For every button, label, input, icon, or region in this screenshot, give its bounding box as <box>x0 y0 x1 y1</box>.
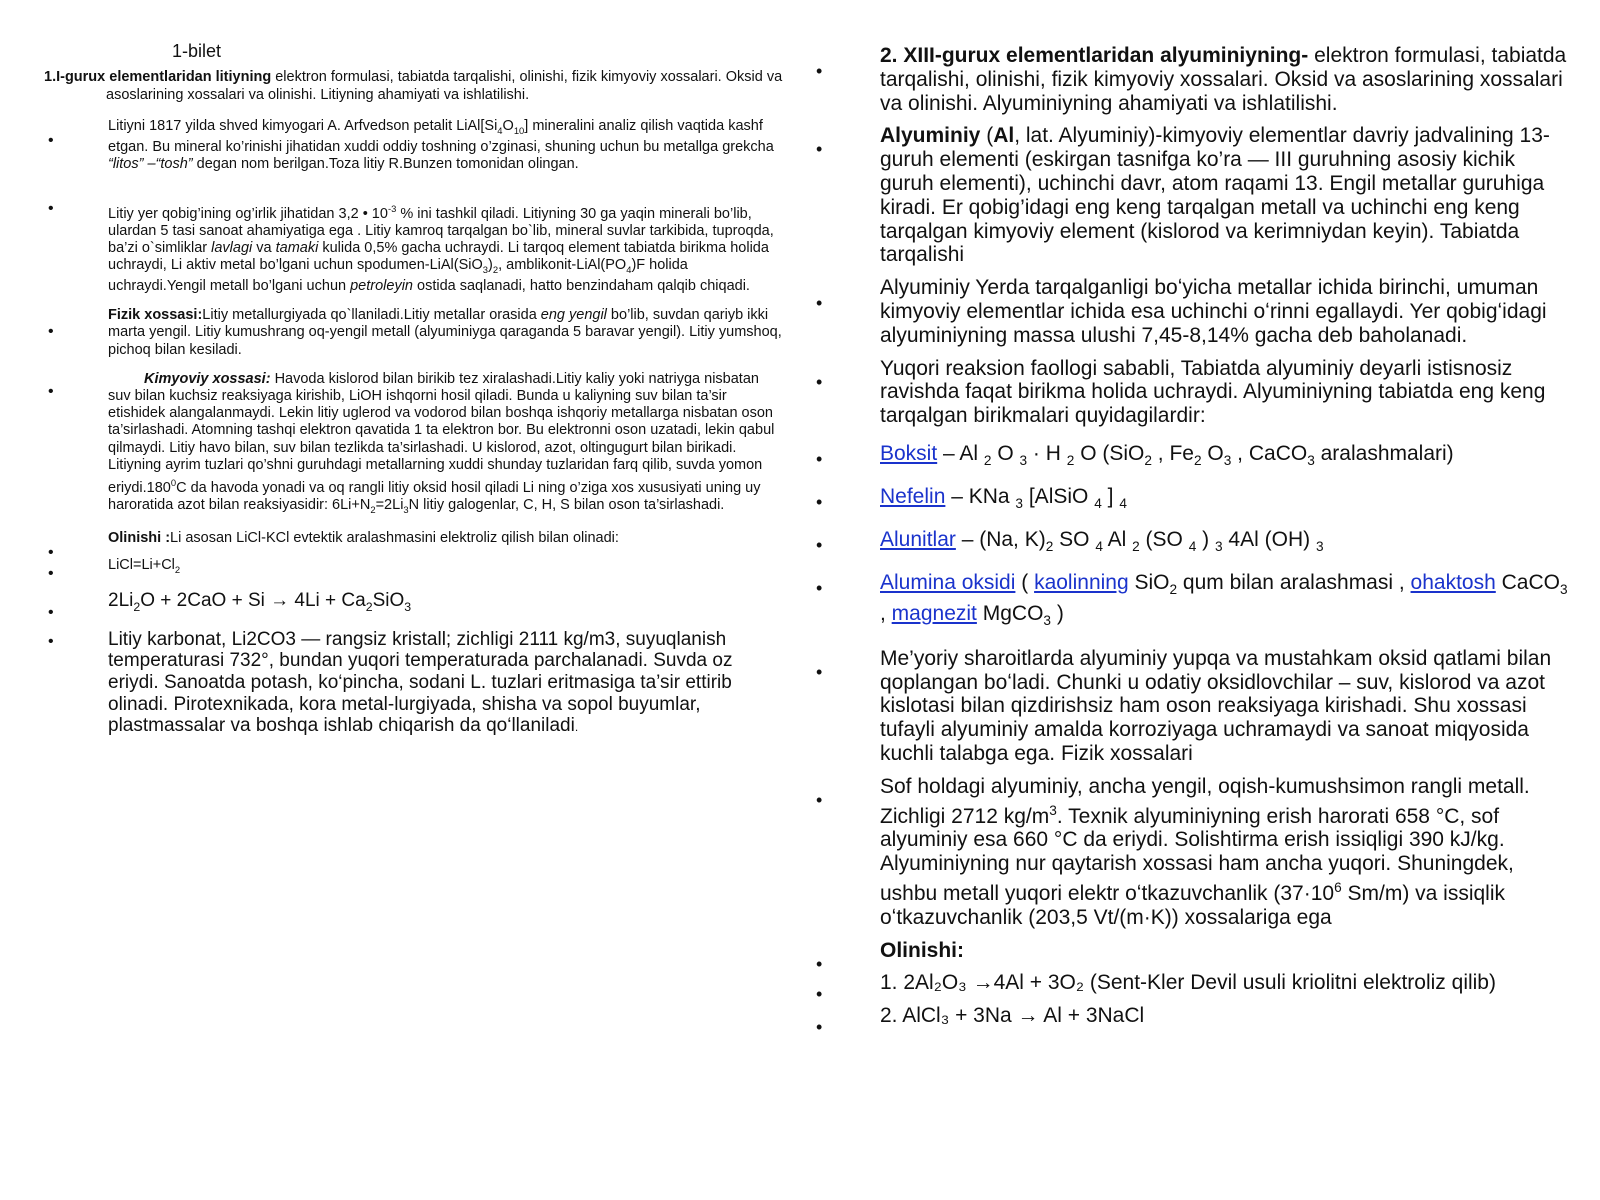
bullet: • <box>816 984 823 1005</box>
reaction-licl: • $LiCl=Li+Cl_2$ <box>48 557 181 583</box>
paragraph-chemical-properties: • Kimyoviy xossasi: Havoda kislorod bilan birikib tez xiralashadi.Litiy kaliy yoki natriyga nisbatan suv bilan kuchsiz reaksiyaga kirishib, LiOH ishqorni hosil qiladi. Bunda u kaliyning suv bilan ta’sir etishidek alangalanmaydi. Lekin litiy uglerod va vodorod bilan boshqa ishqoriy metallarga nisbatan oson ta’sirlashadi. Atomning tashqi elektron qavatida 1 ta elektron bor. Bu elektronni oson uzatadi, lekin qabul qilmaydi. Litiy havo bilan, suv bilan tezlikda ta’sirlashadi. U kislorod, azot, oltingugurt bilan birikadi. Litiyning ayrim tuzlari qo’shni guruhdagi metallarning xuddi shunday tuzlaridan farq qilib, suvda yomon eriydi.180$^0$C da havoda yonadi va oq rangli litiy oksid hosil qiladi Li ning o’ziga xos xususiyati uning uy haroratida azot bilan reaksiyasidir: $6Li+N_2=2Li_3N$ litiy galogenlar, C, H, S bilan oson ta’sirlashadi. <box>48 370 775 515</box>
question-2-heading: • 2. XIII-gurux elementlaridan alyuminiyning- elektron formulasi, tabiatda tarqalishi, olinishi, fizik kimyoviy xossalari. Oksid va asoslarining xossalari va olinishi. Alyuminiyning ahamiyati va ishlatilishi. <box>816 44 1567 115</box>
paragraph-oxide-layer: • Me’yoriy sharoitlarda alyuminiy yupqa va mustahkam oksid qatlami bilan qoplangan boʻladi. Chunki u odatiy oksidlovchilar – suv, kislorod va azot kislotasi bilan qizdirishsiz ham oson reaksiyaga kirishadi. Shu xossasi tufayli alyuminiy amalda korroziyaga uchramaydi va sanoat miqyosida kuchli talabga ega. Fizik xossalari <box>816 646 1552 766</box>
boksit-link[interactable]: Boksit <box>880 441 938 465</box>
alumina-oksidi-link[interactable]: Alumina oksidi <box>880 570 1016 594</box>
right-column <box>808 40 1568 1038</box>
bullet: • <box>816 371 823 392</box>
magnezit-link[interactable]: magnezit <box>891 601 977 625</box>
mineral-alumina: • Alumina oksidi ( kaolinning SiO$_2$ qum bilan aralashmasi , ohaktosh CaCO$_3$ , magnezit MgCO$_3$ ) <box>816 570 1568 629</box>
bullet: • <box>816 661 823 682</box>
olinishi-heading: • Olinishi: <box>808 939 1568 963</box>
paragraph-abundance: • Alyuminiy Yerda tarqalganligi boʻyicha metallar ichida birinchi, umuman kimyoviy elementlar ichida esa uchinchi oʻrinni egallaydi. Yer qobigʻidagi alyuminiyning massa ulushi 7,45-8,14% gacha deb baholanadi. <box>816 276 1547 347</box>
bullet: • <box>816 448 823 469</box>
paragraph-history: • Litiyni 1817 yilda shved kimyogari A. Arfvedson petalit $LiAl[Si_4O_{10}]$ mineralini analiz qilish vaqtida kashf etgan. Bu mineral ko’rinishi jihatidan xuddi oddiy toshning o’zginasi, shuning uchun bu metallga grekcha “litos” –“tosh” degan nom berilgan.Toza litiy R.Bunzen tomonidan olingan. <box>48 118 774 173</box>
bullet: • <box>816 577 823 598</box>
bullet: • <box>816 139 823 160</box>
paragraph-compounds: • Yuqori reaksion faollogi sababli, Tabiatda alyuminiy deyarli istisnosiz ravishda faqat birikma holida uchraydi. Alyuminiyning tabiatda eng keng tarqalgan birikmalari quyidagilardir: <box>816 356 1546 428</box>
paragraph-lithium-carbonate: • Litiy karbonat, Li2CO3 — rangsiz kristall; zichligi 2111 kg/m3, suyuqlanish temperaturasi 732°, bundan yuqori temperaturada parchalanadi. Suvda oz eriydi. Sanoatda potash, ko‘pincha, sodani L. tuzlari eritmasiga ta’sir ettirib olinadi. Pirotexnikada, kora metal-lurgiyada, shisha va sopol buyumlar, plastmassalar va boshqa ishlab chiqarish da qo‘llaniladi. <box>48 628 733 737</box>
mineral-alunitlar: • Alunitlar – (Na, $K)_2$ SO $_4$ Al $_2$ (SO $_4$ ) $_3$ 4Al (OH) $_3$ <box>808 528 1568 559</box>
question-1-heading: 1.I-gurux elementlaridan litiyning elektron formulasi, tabiatda tarqalishi, olinishi, fizik kimyoviy xossalari. Oksid va asoslarining xossalari va olinishi. Litiyning ahamiyati va ishlatilishi. <box>44 69 783 103</box>
bullet: • <box>816 61 823 81</box>
bullet: • <box>816 491 823 512</box>
reaction-1: • 1. 2Al₂O₃ →4Al + 3O₂ (Sent-Kler Devil usuli kriolitni elektroliz qilib) <box>808 971 1568 995</box>
paragraph-production: • Olinishi :Li asosan LiCl-KCl evtektik aralashmasini elektroliz qilish bilan olinadi: <box>48 530 619 562</box>
bullet: • <box>816 534 823 555</box>
bullet: • <box>48 323 54 341</box>
bullet: • <box>48 382 54 400</box>
mineral-nefelin: • Nefelin – KNa $_3$ [AlSiO $_4$ ] $_4$ <box>808 485 1568 516</box>
paragraph-physical-properties: • Fizik xossasi:Litiy metallurgiyada qo`llaniladi.Litiy metallar orasida eng yengil bo’lib, suvdan qariyb ikki marta yengil. Litiy kumushrang oq-yengil metall (alyuminiyga qaraganda 5 baravar yengil). Litiy yumshoq, pichoq bilan kesiladi. <box>48 307 782 358</box>
bullet: • <box>816 293 823 314</box>
paragraph-physical-properties-al: • Sof holdagi alyuminiy, ancha yengil, oqish-kumushsimon rangli metall. Zichligi 2712 $kg/m^3$. Texnik alyuminiyning erish harorati 658 °C, sof alyuminiy esa 660 °C da eriydi. Solishtirma erish issiqligi 390 kJ/kg. Alyuminiyning nur qaytarish xossasi ham ancha yuqori. Shuningdek, ushbu metall yuqori elektr oʻtkazuvchanlik ($37\cdot 10^6$ Sm/m) va issiqlik oʻtkazuvchanlik (203,5 Vt/(m·K)) xossalariga ega <box>816 774 1530 929</box>
bullet: • <box>48 199 54 217</box>
bullet: • <box>816 789 823 810</box>
ohaktosh-link[interactable]: ohaktosh <box>1410 570 1496 594</box>
nefelin-link[interactable]: Nefelin <box>880 484 946 508</box>
bullet: • <box>48 565 54 583</box>
bullet: • <box>48 132 54 149</box>
left-column <box>44 40 784 739</box>
mineral-boksit: • Boksit – Al $_2$ O $_3$ · H $_2$ O (SiO$_2$ , $Fe_2$ $O_3$ , CaCO$_3$ aralashmalari) <box>808 442 1568 473</box>
kaolinning-link[interactable]: kaolinning <box>1034 570 1129 594</box>
paragraph-occurrence: • Litiy yer qobig’ining og’irlik jihatidan 3,2 • $10^{-3}$ % ini tashkil qiladi. Litiyning 30 ga yaqin minerali bo’lib, ulardan 5 tasi sanoat ahamiyatiga ega . Litiy kamroq tarqalgan bo`lib, mineral suvlar tarkibida, tuproqda, ba’zi o`simliklar lavlagi va tamaki kulida 0,5% gacha uchraydi. Li tarqoq element tabiatda birikma holida uchraydi, Li aktiv metal bo’lgani uchun spodumen-$LiAl(SiO_3)_2$, amblikonit-$LiAl(PO_4)F$ holida uchraydi.Yengil metall bo’lgani uchun petroleyin ostida saqlanadi, hatto benzindaham qalqib chiqadi. <box>48 199 774 295</box>
bullet: • <box>48 632 54 650</box>
reaction-2: • 2. AlCl₃ + 3Na → Al + 3NaCl <box>808 1004 1568 1028</box>
bullet: • <box>48 604 54 622</box>
bullet: • <box>816 1017 823 1038</box>
paragraph-aluminium-definition: • Alyuminiy (Al, lat. Alyuminiy)-kimyoviy elementlar davriy jadvalining 13-guruh elementi (eskirgan tasnifga ko’ra — III guruhning asosiy kichik guruh elementi), uchinchi davr, atom raqami 13. Engil metallar guruhiga kiradi. Er qobig’idagi eng keng tarqalgan metall va uchinchi eng keng tarqalgan kimyoviy element (kislorod va kerimniydan keyin). Tabiatda tarqalishi <box>816 124 1550 267</box>
reaction-li2o: • $2Li_2O + 2CaO + Si \to 4Li + Ca_2SiO_3$ <box>44 590 784 618</box>
ticket-title: 1-bilet <box>172 41 222 61</box>
bullet: • <box>48 544 54 562</box>
bullet: • <box>816 953 823 974</box>
alunitlar-link[interactable]: Alunitlar <box>880 527 956 551</box>
